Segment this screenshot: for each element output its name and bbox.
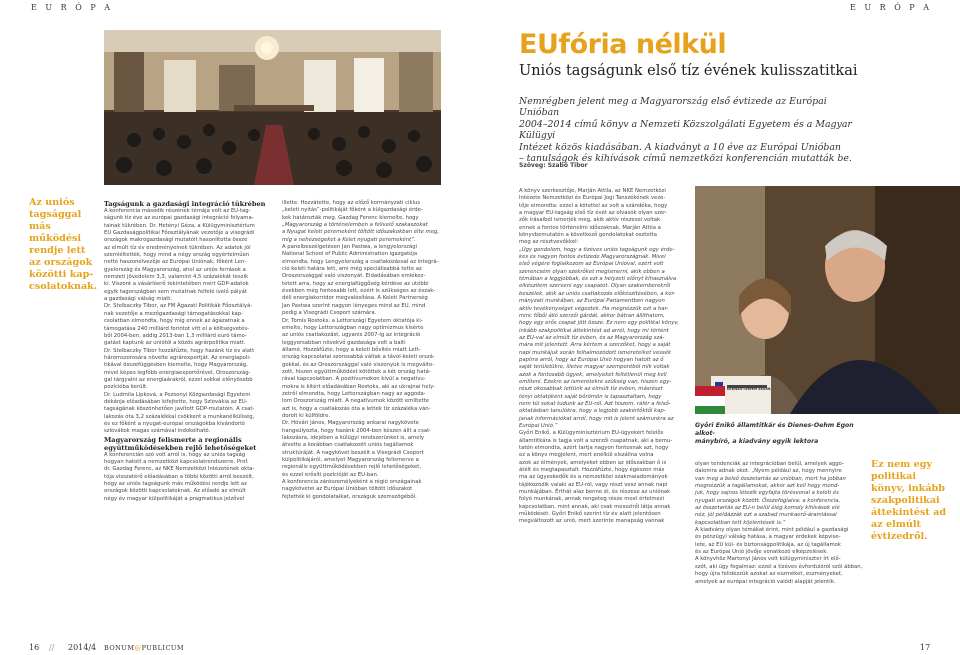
paragraph-line: tikával összefüggésben kiemelte, hogy Magyarország, [104, 362, 248, 369]
pullquote-line: politikai [871, 471, 916, 482]
paragraph-line: kapcsolatban, mint annak, aki csak messzíről látja annak [519, 503, 671, 510]
paragraph-line: nak vezetője a mezőgazdasági támogatásokkal kap- [104, 310, 243, 317]
paragraph-line: államtitkára is tagja volt a szerzői csapatnak, aki a bemu- [519, 437, 673, 444]
pullquote-line: közötti kap- [29, 269, 94, 280]
paragraph-line: amelyek az európai integráció valódi alapját jelentik. [695, 578, 836, 585]
paragraph-line: A panelbeszélgetésen Jan Pastwa, a lengyelországi [282, 244, 418, 251]
paragraph-line: működését. Győri Enikő szerint tíz év alatt jelentősen [519, 511, 661, 518]
pullquote-line: szakpolitikai [871, 495, 940, 506]
body-column-1 [104, 200, 272, 503]
lead-line: Intézet közös kiadásában. A kiadványt a 10 éve az Európai Unióban [519, 141, 841, 153]
paragraph-line: elkészítem szerveni egy csapatot. Olyan szakemberekről [519, 283, 671, 290]
paragraph-line: papírra arról, hogy az Európai Unió hogyan hatott az ő [519, 356, 664, 363]
magazine-at-sign: @ [134, 644, 142, 652]
paragraph-line: Jan Pastwa szerint nagyon lényeges mind az EU, mind [282, 302, 426, 309]
paragraph-line: oktatásban tanulókra, hogy a legjobb szakértőktől kap- [519, 408, 666, 415]
pullquote-left [29, 197, 98, 293]
paragraph-line: nettó haszonélvezője az Európai Uniónak, főként Len- [104, 259, 247, 266]
paragraph-line: az uniós csatlakozást, ugyanis 2007-ig az integráció [282, 332, 421, 339]
paragraph-line: elmondta, hogy Lengyelország a csatlakozással az integrá- [282, 258, 439, 265]
paragraph-line: azok az élmények, amelyeket ebben az időszakban ő is [519, 459, 667, 466]
paragraph-line: háromszorosára növelte agrárexportját. Az energiapoli- [104, 354, 251, 361]
paragraph-line: kapcsolatban tett kijelentések is.” [695, 519, 786, 526]
portrait-photo [695, 186, 960, 414]
paragraph-line: tájékozódik valaki az EU-ról, vagy részt vesz annak napi [519, 481, 668, 488]
pullquote-line: áttekintést ad [871, 507, 947, 518]
pullquote-line: az elmúlt [871, 519, 921, 530]
paragraph-line: kek határozták meg. Gazdag Ferenc kiemelte, hogy [282, 214, 419, 221]
paragraph-line: nyugati országok között. Összefoglalva: a konferencia, [695, 497, 841, 504]
paragraph-line: a magyar EU-tagság első tíz évét az olvasók olyan szer- [519, 210, 667, 217]
article-subtitle: Uniós tagságunk első tíz évének kulisszatitkai [519, 63, 858, 79]
paragraph-line: tetett arra, hogy az energiafüggőség kérdése az utóbbi [282, 280, 429, 287]
paragraph-line: déli energiakorridor megvalósítása. A Keleti Partnerség [282, 295, 428, 302]
subheading-line: Tagságunk a gazdasági integráció tükrében [104, 200, 266, 208]
paragraph-line: szlovákok magas számával indokolható. [104, 428, 211, 435]
byline: Szöveg: Szabó Tibor [519, 162, 588, 169]
paragraph-line: National School of Public Administration igazgatója [282, 251, 418, 258]
lead-line: 2004–2014 című könyv a Nemzeti Közszolgálati Egyetem és a Magyar Külügyi [519, 118, 852, 142]
paragraph-line: hogyan hatott a nemzetközi kapcsolatrendszerre. Prof. [104, 459, 249, 465]
paragraph-line: külpolitikájáról, amelyet Magyarország felismerve a [282, 457, 419, 464]
paragraph-line: rával kapcsolatban. A pozitívumokon kívül a negatívu- [282, 376, 426, 383]
paragraph-line: A konferencia zárószemélyeként a régió országainak [282, 479, 422, 486]
body-column-3 [519, 188, 687, 526]
paragraph-line: országok makrogazdasági mutatóit hasonlította össze [104, 237, 248, 244]
paragraph-line: illette. Hozzátette, hogy az előző kormányzati ciklus [282, 200, 421, 206]
paragraph-line: csolatban elmondta, hogy míg ennek az ágazatnak a [104, 318, 245, 325]
lead-line: – tanulságok és kihívások című nemzetközi konferencián mutatták be. [519, 153, 852, 165]
paragraph-line: Győri Enikő, a Külügyminisztérium EU-ügyekért felelős [519, 430, 664, 437]
paragraph-line: ció keleti határa lett, ami még speciálisabbá tette az [282, 266, 422, 273]
paragraph-line: míg a nehézségeket a Kelet nyugati peremeként”. [282, 236, 416, 243]
pullquote-line: évtizedről. [871, 531, 928, 542]
paragraph-line: munkájában. Érthát alaz benne él, és részese az uniónak [519, 489, 671, 496]
paragraph-line: ma az ügyeskedők és a nemzetközi szakmaiadományok [519, 474, 668, 481]
paragraph-line: nem túl sokat tudunk az EU-ról. Azt hiszem, ráfér a felső- [519, 400, 671, 407]
paragraph-line: gatást kaptunk az uniótól a közös agrárpolitika miatt. [104, 340, 246, 347]
paragraph-line: Dr. Stelbaczky Tibor, az FM Ágazati Politikák Főosztályá- [104, 303, 253, 310]
paragraph-line: hangsúlyozta, hogy hazánk 2004-ben készen állt a csat- [282, 427, 432, 434]
paragraph-line: meg az résztvevőkkel: [519, 239, 579, 246]
paragraph-line: leggyorsabban növekvő gazdasága volt a balti [282, 339, 406, 346]
paragraph-line: említeni. Ezekre az ismeretekre szükség van, hiszen egy- [519, 378, 672, 385]
paragraph-line: első végére foglalkozom az Európai Unióval, ezért volt [519, 261, 664, 268]
body-column-2 [282, 200, 450, 501]
pullquote-line: könyv, inkább [871, 483, 945, 494]
paragraph-line: megváltozott az unió, mert szerinte manapság vannak [519, 518, 665, 525]
paragraph-line: tényi oktatóként saját bőrömön is tapasztaltam, hogy [519, 393, 662, 400]
body-column-4 [695, 461, 863, 586]
lead-line: Nemrégben jelent meg a Magyarország első évtizede az Európai Unióban [519, 96, 827, 119]
paragraph-line: szerencsém olyan szekrőket megismerni, akik ebben a [519, 268, 665, 275]
paragraph-line: szót, aki úgy fogalmaz: ezzel a tízéves évfordulóról szól ábban, [695, 563, 863, 570]
paragraph-line: lete, az EU kül- és biztonságpolitikája, az új tagállamok [695, 541, 841, 548]
paragraph-line: témában a leggjobbak, és ezt a helyzeti előnyt kihasználva [519, 276, 677, 283]
paragraph-line: A kiadvány olyan témákat érint, mint például a gazdasági [695, 527, 849, 534]
paragraph-line: van meg a belső összetartás az unióban, mert ha jobban [695, 475, 846, 482]
paragraph-line: dorolt ki külföldre. [282, 412, 331, 419]
paragraph-line: tója visszatérő előadásában a többi közötti arról beszélt, [104, 473, 254, 480]
article-lead [519, 96, 859, 164]
pullquote-line: Ez nem egy [871, 459, 933, 470]
paragraph-line: a Nyugat keleti peremeként töltött időszakokban élte meg, [282, 229, 440, 236]
paragraph-line: mányzati munkában, az Európai Parlamentben nagyon [519, 298, 665, 305]
paragraph-line: dalomra adnak okot. „Nyem például az, hogy mennyire [695, 468, 842, 475]
paragraph-line: napi munkájuk során felhalmozódott ismereteiket vessék [519, 349, 672, 356]
paragraph-line: ságunk tíz éve az európai gazdasági integráció folyama- [104, 215, 254, 222]
paragraph-line: megnézzük a tagállamokat, akkor azt kell hogy mond- [695, 483, 840, 490]
pullquote-line: csolatoknak. [29, 281, 98, 292]
paragraph-line: tagságának köszönhetően javított GDP-mutatóin. A csat- [104, 406, 255, 413]
paragraph-line: mivel képes legfőbb energiaexportőrével, Oroszország- [104, 369, 251, 376]
paragraph-line: ennek a fontos történelmi időszaknak. Marján Attila a [519, 224, 661, 231]
pullquote-line: rendje lett [29, 245, 86, 256]
caption-line: mánybíró, a kiadvány egyik lektora [695, 438, 819, 445]
paragraph-line: juk, hogy sajnos létezik egyfajta törésvonal a keleti és [695, 490, 839, 497]
paragraph-line: gokkal, és az Oroszországgal való viszonyuk is megválto- [282, 361, 435, 368]
page-number-right: 17 [920, 643, 931, 652]
paragraph-line: zők írásaiból ismerjék meg, akik aktív részesei voltak [519, 217, 661, 224]
paragraph-line: és az Európai Unió jövője vonatkozó elképzelések. [695, 549, 828, 556]
paragraph-line: az elmúlt tíz év eredményeinek tükrében. Az adatok jól [104, 244, 251, 251]
paragraph-line: nemzeti jövedelem 3,3, valamint 4,5 százalékát teszik [104, 274, 249, 281]
paragraph-line: tainak tükrében. Dr. Hetényi Géza, a Külügyminisztérium [104, 222, 255, 229]
paragraph-line: zetről elmondta, hogy Lettországban nagy az aggoda- [282, 390, 426, 397]
subheading-line: Magyarország felismerte a regionális [104, 435, 242, 444]
section-header-right: E U R Ó P A [849, 3, 932, 12]
paragraph-line: azt is, hogy a csatlakozás óta a lettek tíz százaléka ván- [282, 405, 431, 412]
paragraph-line: és pénzügyi válság hatása, a magyar érdekek képvise- [695, 534, 841, 541]
pullquote-line: működési [29, 233, 82, 244]
paragraph-line: ország kapcsolatai szorosabbá váltak a távol-keleti orszá- [282, 354, 435, 361]
paragraph-line: gal tárgyalni az energiaárakról, ezzel sokkal előnyösebb [104, 376, 253, 383]
paragraph-line: tője elmondta: ezzel a kötettel az volt a szándéka, hogy [519, 202, 668, 209]
paragraph-line: könyvbemutatón a következő gondolatokat osztotta [519, 232, 658, 239]
paragraph-line: gyelország és Magyarország, ahol az uniós források a [104, 266, 246, 273]
pullquote-right [871, 459, 957, 543]
photo-caption [695, 422, 865, 446]
paragraph-line: Intézete Nemzetközi és Európai Jogi Tanszékének veze- [519, 195, 666, 202]
paragraph-line: a gazdasági válság miatt. [104, 296, 173, 303]
paragraph-line: struktúráját. A nagykövet beszélt a Visegrádi Csoport [282, 449, 424, 456]
paragraph-line: államé. Hozzáfűzte, hogy a keleti bővítés miatt Lett- [282, 346, 421, 353]
paragraph-line: támogatása 240 milliárd forintot vitt el a költségvetés- [104, 325, 249, 332]
paragraph-line: „Úgy gondolom, hogy a tízéves uniós tagságunk egy érde- [519, 246, 675, 253]
paragraph-line: pedig a Visegrádi Csoport számára. [282, 310, 377, 317]
paragraph-line: szemléltették, hogy mind a négy ország egyértelműen [104, 252, 250, 259]
paragraph-line: Oroszországgal való viszonyát. Eldadásában emlékez- [282, 273, 426, 280]
paragraph-line: ki. Viszont a vásárlóerő tekintetében mért GDP-adatok [104, 281, 249, 288]
paragraph-line: azok a fontosabb ügyek, amelyeket feltétlenül meg kell [519, 371, 667, 378]
paragraph-line: az összetartás az EU-n belül élég komoly kihívások elé [695, 505, 840, 512]
paragraph-line: nagykövetei az Európai Unióban töltött időszakot [282, 486, 413, 493]
paragraph-line: néz, jól példázzák ezt a szabad munkaerő-áramlással [695, 512, 837, 519]
magazine-name-part: BONUM [104, 644, 135, 652]
paragraph-line: és ez főként a nyugat-európai országokba kivándorló [104, 420, 245, 427]
paragraph-line: ből 2004-ben, addig 2013-ban 1,3 milliárd euró támo- [104, 332, 247, 339]
paragraph-line: részt okosabbak lettünk az elmúlt tíz évben, másrészt [519, 386, 663, 393]
paragraph-line: aktív tevékenységet végeztek. Ha megnézzük ezt a har- [519, 305, 669, 312]
conference-photo [104, 30, 441, 185]
paragraph-line: négy év magyar külpolitikáját a pragmatikus jelzővel [104, 495, 245, 502]
paragraph-line: tatón elmondta, azért tartja nagyon fontosnak azt, hogy [519, 445, 669, 452]
paragraph-line: beszélek, akik az uniós csatlakozás előkészítésében, a kor- [519, 290, 676, 297]
paragraph-line: pozícióba került. [104, 384, 148, 391]
issue-number: 2014/4 [68, 643, 97, 652]
paragraph-line: fejtették ki gondolataikat, országuk szemszögéből. [282, 493, 417, 500]
pullquote-line: Az uniós [29, 197, 75, 208]
paragraph-line: ez a könyv megjelent, mert enélkül elszállna volna [519, 452, 654, 459]
paragraph-line: „Magyarország a történelemben a felívelő szakaszokat [282, 222, 428, 229]
paragraph-line: A könyv szerkesztője, Marján Attila, az NKE Nemzetközi [519, 188, 666, 194]
paragraph-line: Dr. Hóvári János, Magyarország ankarai nagykövete [282, 420, 419, 427]
paragraph-line: mára mit jelentett. Arra kértem a szerzőket, hogy a saját [519, 342, 671, 349]
paragraph-line: A konferencián szó volt arról is, hogy az uniós tagság [104, 451, 246, 458]
paragraph-line: EU Gazdaságpolitikai Főosztályának vezetője a visegrádi [104, 230, 255, 237]
pullquote-line: az országok [29, 257, 93, 268]
pullquote-line: tagsággal más [29, 209, 82, 232]
paragraph-line: és ezzel erősíti pozícióját az EU-ban. [282, 471, 379, 478]
paragraph-line: A könyvhöz Martonyi János volt külügyminiszter írt elő- [695, 556, 841, 563]
paragraph-line: olyan tendenciák az integrációban belül, amelyek aggo- [695, 461, 844, 467]
paragraph-line: A konferencia második részének témája volt az EU-tag- [104, 208, 251, 214]
paragraph-line: janak információkat arról, hogy mit is jelent számunkra az [519, 415, 674, 422]
paragraph-line: Dr. Stelbaczky Tibor hozzáfűzte, hogy hazánk tíz év alatt [104, 347, 255, 354]
paragraph-line: hogy az uniós tagságunk más működési rendje lett az [104, 481, 247, 488]
paragraph-line: Dr. Tomis Rostoks, a Lettországi Egyetem oktatója ki- [282, 317, 423, 324]
page-number-left: 16 [29, 643, 40, 652]
paragraph-line: emelte, hogy Lettországban nagy optimizmus kísérte [282, 324, 424, 331]
paragraph-line: lakozás óta 3,2 százalékkal csökkent a munkanélküliség, [104, 413, 255, 420]
paragraph-line: években még fontosabb lett, ezért is szükséges az észak- [282, 288, 436, 295]
paragraph-line: lakozásra, idejében a külügyi rendszerünket is, amely [282, 435, 425, 441]
paragraph-line: Dr. Ludmila Lipková, a Pozsonyi Közgazdasági Egyetem [104, 391, 251, 398]
magazine-name [104, 644, 184, 652]
paragraph-line: zott, hiszen együttműködést kötöttek a két ország hatá- [282, 368, 431, 375]
paragraph-line: dr. Gazdag Ferenc, az NKE Nemzetközi Intézetének okta- [104, 466, 255, 473]
paragraph-line: „keleti nyitás”-politikáját főként a külgazdasági érde- [282, 207, 423, 214]
paragraph-line: regionális együttműködésekben rejlő lehetőségeket, [282, 464, 422, 471]
paragraph-line: minc főből álló szerzői gárdát, akkor bátran állíthatom, [519, 312, 665, 319]
paragraph-line: hogy újra felidézzük azokat az eszméket, eszményeket, [695, 571, 843, 578]
paragraph-line: átélt és megtapasztalt. Hozzáfűzte, hogy égészen más [519, 467, 665, 474]
paragraph-line: hogy egy erős csapat jött össze. Ez nem egy politikai könyv, [519, 320, 679, 327]
paragraph-line: Európai Unió.” [519, 423, 558, 429]
footer-separator: // [49, 643, 55, 652]
paragraph-line: átvette a korábban csatlakozott uniós tagállamok [282, 442, 414, 449]
paragraph-line: inkább szakpolitikai áttekintést ad arról, hogy mi történt [519, 327, 669, 334]
paragraph-line: országok közötti kapcsolatoknak. Az előadó az elmúlt [104, 488, 246, 495]
section-header-left: E U R Ó P A [31, 3, 114, 12]
magazine-name-part: PUBLICUM [141, 644, 185, 652]
paragraph-line: dékánja előadásában kifejtette, hogy Szlovákia az EU- [104, 398, 248, 405]
article-title: EUfória nélkül [519, 29, 727, 60]
subheading-line: együttműködésekben rejlő lehetőségeket [104, 443, 257, 452]
paragraph-line: egyik tagországban sem mutatnak felfelé ívelő pályát [104, 288, 247, 295]
paragraph-line: kes és nagyon fontos évtizede Magyarországnak. Mivel [519, 254, 666, 261]
nameplate-text: DIENES-OEHM EGON [727, 386, 771, 391]
paragraph-line: mokra is kitért előadásában Rostoks, aki az ukrajnai hely- [282, 383, 436, 390]
paragraph-line: az EU-val az elmúlt tíz évben, és az Magyarország szá- [519, 334, 665, 341]
caption-line: Győri Enikő államtitkár és Dienes-Oehm Egon alkot- [695, 422, 854, 437]
paragraph-line: folyó munkának, annak rengeteg része most értelmezi [519, 496, 665, 503]
paragraph-line: saját területükre, illetve magyar szempontból mik voltak [519, 364, 670, 371]
paragraph-line: lom Oroszország miatt. A negatívumok között említette [282, 398, 430, 405]
